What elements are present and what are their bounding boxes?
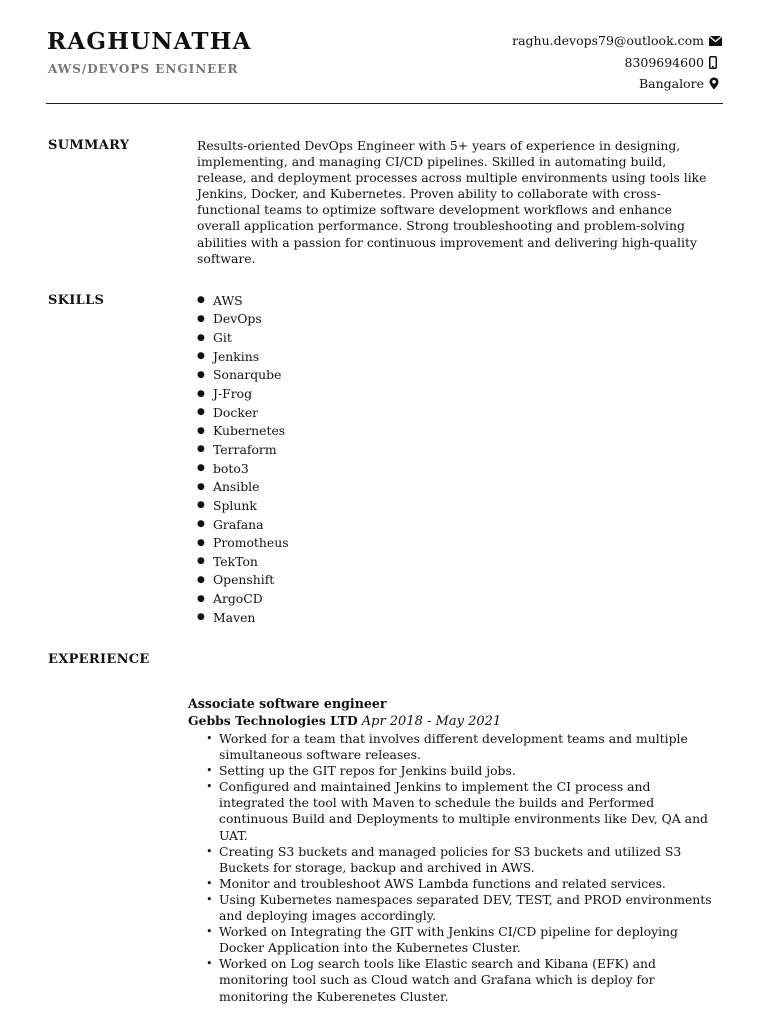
duty-item	[188, 731, 728, 763]
bullet-icon: ●	[197, 444, 205, 455]
bullet-icon: ●	[197, 556, 205, 567]
skill-item	[197, 384, 289, 403]
skill-label: Jenkins	[213, 348, 260, 364]
summary-line: software.	[197, 250, 256, 266]
skill-item	[197, 328, 289, 347]
summary-line: Results-oriented DevOps Engineer with 5+ years of experience in designing,	[197, 138, 681, 153]
skill-label: Openshift	[213, 572, 275, 588]
mobile-phone-icon	[709, 56, 723, 69]
duty-line: and deploying images accordingly.	[219, 908, 437, 924]
skill-label: Splunk	[213, 497, 257, 513]
skill-label: Terraform	[213, 441, 277, 457]
candidate-name: RAGHUNATHA	[47, 28, 252, 55]
duty-line: Docker Application into the Kubernetes Cluster.	[219, 940, 521, 956]
skill-item	[197, 459, 289, 478]
duty-line: • Configured and maintained Jenkins to implement the CI process and	[219, 779, 651, 795]
duty-line: • Creating S3 buckets and managed policies for S3 buckets and utilized S3	[219, 843, 682, 859]
skill-label: Maven	[213, 609, 256, 625]
bullet-icon: ●	[197, 612, 205, 623]
skill-item	[197, 552, 289, 571]
bullet-icon: ●	[197, 351, 205, 362]
duty-line: continuous Build and Deployments to multiple environments like Dev, QA and	[219, 811, 708, 827]
job-company-line	[188, 712, 728, 730]
skills-list	[197, 291, 289, 627]
skill-item	[197, 421, 289, 440]
job-duties	[188, 731, 728, 1005]
bullet-icon: ●	[197, 332, 205, 343]
skill-label: TekTon	[213, 553, 258, 569]
duty-item	[188, 876, 728, 892]
contact-phone[interactable]: 8309694600	[624, 54, 704, 70]
summary-line: Jenkins, Docker, and Kubernetes. Proven ability to collaborate with cross-	[197, 186, 661, 202]
duty-line: monitoring the Kuberenetes Cluster.	[219, 988, 449, 1004]
summary-line: release, and deployment processes across multiple environments using tools like	[197, 170, 707, 186]
duty-line: Buckets for storage, backup and archived in AWS.	[219, 859, 535, 875]
bullet-icon: ●	[197, 481, 205, 492]
skill-item	[197, 496, 289, 515]
contact-location: Bangalore	[638, 76, 704, 92]
duty-line: • Monitor and troubleshoot AWS Lambda functions and related services.	[219, 875, 666, 891]
summary-line: implementing, and managing CI/CD pipelines. Skilled in automating build,	[197, 154, 667, 170]
duty-line: integrated the tool with Maven to schedule the builds and Performed	[219, 795, 655, 811]
duty-line: • Worked for a team that involves different development teams and multiple	[219, 731, 688, 746]
skill-item	[197, 347, 289, 366]
skill-item	[197, 608, 289, 627]
skill-item	[197, 571, 289, 590]
header-divider	[46, 103, 723, 104]
summary-line: overall application performance. Strong troubleshooting and problem-solving	[197, 218, 685, 234]
contact-block	[512, 30, 723, 95]
duty-line: UAT.	[219, 827, 248, 843]
bullet-icon: ●	[197, 407, 205, 418]
summary-line: functional teams to optimize software development workflows and enhance	[197, 202, 672, 218]
duty-line: • Setting up the GIT repos for Jenkins build jobs.	[219, 763, 516, 779]
duty-line: • Using Kubernetes namespaces separated DEV, TEST, and PROD environments	[219, 891, 712, 907]
skill-label: boto3	[213, 460, 249, 476]
skill-label: ArgoCD	[213, 591, 263, 607]
duty-item	[188, 892, 728, 924]
duty-line: simultaneous software releases.	[219, 747, 421, 763]
skill-label: Kubernetes	[213, 423, 286, 439]
experience-heading: EXPERIENCE	[48, 652, 150, 667]
job-entry	[188, 695, 728, 1005]
summary-heading: SUMMARY	[48, 138, 130, 153]
skill-label: Promotheus	[213, 535, 289, 551]
duty-item	[188, 924, 728, 956]
skill-label: DevOps	[213, 311, 262, 327]
bullet-icon: ●	[197, 313, 205, 324]
duty-line: • Worked on Integrating the GIT with Jenkins CI/CD pipeline for deploying	[219, 924, 678, 940]
skill-label: Ansible	[213, 479, 260, 495]
candidate-role: AWS/DEVOPS ENGINEER	[48, 62, 239, 76]
skill-item	[197, 589, 289, 608]
bullet-icon: ●	[197, 425, 205, 436]
duty-line: • Worked on Log search tools like Elastic search and Kibana (EFK) and	[219, 956, 656, 972]
map-pin-icon	[709, 77, 723, 90]
skill-label: J-Frog	[213, 386, 253, 402]
duty-line: monitoring tool such as Cloud watch and Grafana which is deploy for	[219, 972, 655, 988]
bullet-icon: ●	[197, 388, 205, 399]
bullet-icon: ●	[197, 519, 205, 529]
bullet-icon: ●	[197, 369, 205, 380]
skill-label: Sonarqube	[213, 367, 282, 383]
skill-label: Docker	[213, 404, 259, 420]
skill-label: Git	[213, 330, 232, 346]
bullet-icon: ●	[197, 537, 205, 548]
contact-location-row	[512, 73, 723, 95]
skill-item	[197, 477, 289, 496]
job-title: Associate software engineer	[188, 696, 387, 711]
duty-item	[188, 844, 728, 876]
duty-item	[188, 763, 728, 779]
skill-item	[197, 291, 289, 310]
skill-item	[197, 310, 289, 329]
job-dates: Apr 2018 - May 2021	[361, 714, 502, 729]
envelope-icon	[709, 36, 723, 46]
skill-label: Grafana	[213, 516, 264, 532]
bullet-icon: ●	[197, 574, 205, 585]
skill-item	[197, 533, 289, 552]
skill-item	[197, 440, 289, 459]
duty-item	[188, 779, 728, 843]
skills-heading: SKILLS	[48, 293, 105, 308]
contact-phone-row	[512, 52, 723, 74]
skill-label: AWS	[213, 292, 243, 308]
bullet-icon: ●	[197, 500, 205, 511]
contact-email[interactable]: raghu.devops79@outlook.com	[512, 33, 704, 49]
bullet-icon: ●	[197, 593, 205, 604]
contact-email-row	[512, 30, 723, 52]
skill-item	[197, 366, 289, 385]
bullet-icon: ●	[197, 295, 205, 306]
duty-item	[188, 956, 728, 1004]
skill-item	[197, 515, 289, 534]
job-company: Gebbs Technologies LTD	[188, 713, 358, 728]
bullet-icon: ●	[197, 463, 205, 474]
summary-text	[197, 138, 717, 267]
summary-line: abilities with a passion for continuous improvement and delivering high-quality	[197, 234, 697, 250]
skill-item	[197, 403, 289, 422]
